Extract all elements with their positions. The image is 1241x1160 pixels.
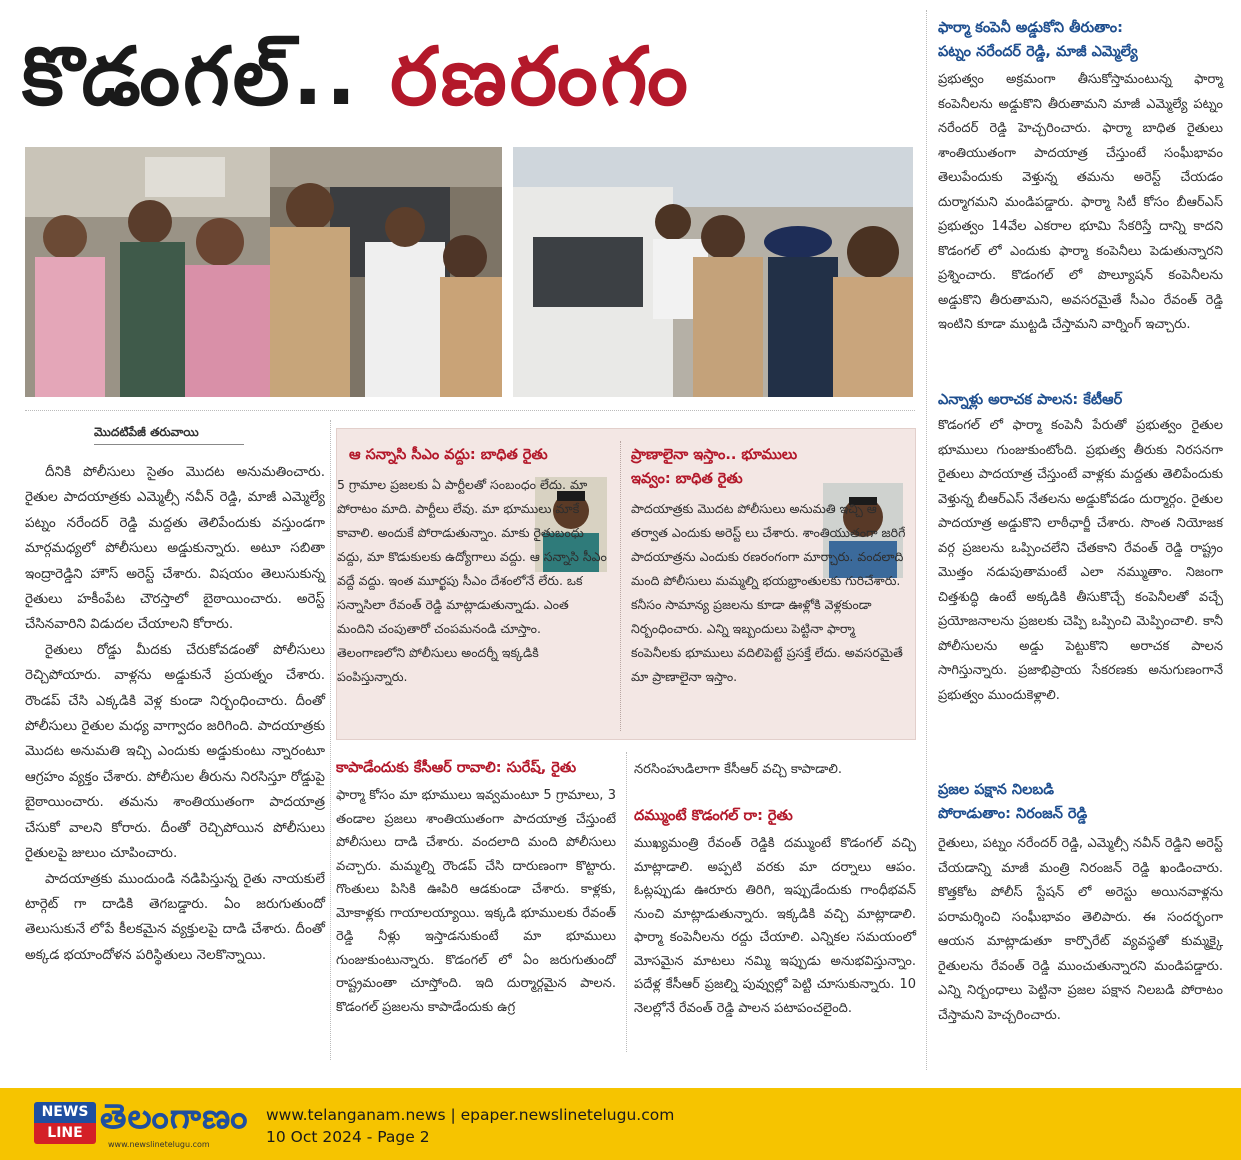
box-right-headline-1: ప్రాణాలైనా ఇస్తాం.. భూములు bbox=[631, 447, 798, 463]
logo-line-text: LINE bbox=[34, 1123, 96, 1144]
footer-websites[interactable]: www.telanganam.news | epaper.newslinetelugu.com bbox=[266, 1106, 675, 1124]
box-right-body: పాదయాత్రకు మొదట పోలీసులు అనుమతి ఇచ్చి ఆ తర్వాత ఎందుకు అరెస్ట్ లు చేశారు. శాంతియుతంగా జరిగే పాదయాత్రను ఎందుకు రణరంగంగా మార్చారు. వందలాది మంది పోలీసులు మమ్మల్ని భయభ్రాంతులకు గురిచేశారు. కనీసం సామాన్య ప్రజలను కూడా ఊళ్లోకి వెళ్లకుండా నిర్బంధించారు. ఎన్ని ఇబ్బందులు పెట్టినా ఫార్మా కంపెనీలకు భూములు వదిలిపెట్టే ప్రసక్తే లేదు. అవసరమైతే మా ప్రాణాలైనా ఇస్తాం. bbox=[631, 501, 906, 684]
column1-paragraph: దీనికి పోలీసులు సైతం మొదట అనుమతించారు. రైతుల పాదయాత్రకు ఎమ్మెల్సీ నవీన్ రెడ్డి, మాజీ ఎమ్మెల్యే పట్నం నరేందర్ రెడ్డి మద్దతు తెలిపేందుకు వస్తుండగా మార్గమధ్యలో పోలీసులు అడ్డుకున్నారు. అటూ సబితా ఇంద్రారెడ్డిని హౌస్ అరెస్ట్ చేశారు. విషయం తెలుసుకున్న రైతులు హకీంపేట చౌరస్తాలో బైఠాయించారు. అరెస్ట్ చేసినవారిని విడుదల చేయాలని కోరారు. bbox=[25, 464, 325, 633]
suresh-continuation: నరసింహుడిలాగా కేసీఆర్ వచ్చి కాపాడాలి. bbox=[634, 762, 843, 777]
suresh-headline: కాపాడేందుకు కేసీఆర్ రావాలి: సురేష్, రైతు bbox=[336, 760, 577, 776]
headline-part2: రణరంగం bbox=[390, 30, 691, 123]
dare-headline: దమ్ముంటే కొడంగల్ రా: రైతు bbox=[634, 808, 793, 824]
suresh-body: ఫార్మా కోసం మా భూములు ఇవ్వమంటూ 5 గ్రామాలు, 3 తండాల ప్రజలు శాంతియుతంగా పాదయాత్ర చేస్తుంటే పోలీసులు దాడి చేశారు. వందలాది మంది పోలీసులు వచ్చారు. మమ్మల్ని రౌండప్ చేసి దారుణంగా కొట్టారు. గొంతులు పిసికి ఊపిరి ఆడకుండా చేశారు. కాళ్లకు, మోకాళ్లకు గాయాలయ్యాయి. ఇక్కడి భూములకు రేవంత్ రెడ్డి నీళ్లు ఇస్తాడనుకుంటే మా భూములు గుంజుకుంటున్నారు. కొడంగల్ లో ఏం జరుగుతుందో రాష్ట్రమంతా చూస్తోంది. ఇది దుర్మార్గమైన పాలన. కొడంగల్ ప్రజలను కాపాడేందుకు ఉగ్ర bbox=[336, 788, 616, 1015]
logo-news-text: NEWS bbox=[34, 1102, 96, 1123]
main-headline bbox=[22, 22, 691, 132]
box-left-headline: ఆ సన్నాసి సీఎం వద్దు: బాధిత రైతు bbox=[349, 447, 548, 463]
photo-police-crowd bbox=[513, 147, 913, 397]
footer-date-page: 10 Oct 2024 - Page 2 bbox=[266, 1128, 430, 1146]
story1-body: ప్రభుత్వం అక్రమంగా తీసుకోస్తామంటున్న ఫార్మా కంపెనీలను అడ్డుకొని తీరుతామని మాజీ ఎమ్మెల్యే పట్నం నరేందర్ రెడ్డి హెచ్చరించారు. ఫార్మా బాధిత రైతులు శాంతియుతంగా పాదయాత్ర చేస్తుంటే సంఘీభావం తెలుపేందుకు వెళ్తున్న తమను అరెస్ట్ చేయడం దుర్మాగమని మండిపడ్డారు. ఫార్మా సిటీ కోసం బీఆర్ఎస్ ప్రభుత్వం 14వేల ఎకరాల భూమి సేకరిస్తే దాన్ని కాదని కొడంగల్ లో ఎందుకు ఫార్మా కంపెనీలు పెడుతున్నారని ప్రశ్నించారు. కొడంగల్ లో పొల్యూషన్ కంపెనీలను అడ్డుకొని తీరుతామని, అవసరమైతే సీఎం రేవంత్ రెడ్డి ఇంటిని కూడా ముట్టడి చేస్తామని వార్నింగ్ ఇచ్చారు. bbox=[938, 72, 1223, 332]
box-right-headline-2: ఇవ్వం: బాధిత రైతు bbox=[631, 471, 743, 487]
column-rule bbox=[626, 752, 627, 1052]
continuation-kicker: మొదటిపేజీ తరువాయి bbox=[94, 425, 244, 445]
telanganam-wordmark: తెలంగాణం bbox=[100, 1097, 249, 1137]
dare-body: ముఖ్యమంత్రి రేవంత్ రెడ్డికి దమ్ముంటే కొడంగల్ వచ్చి మాట్లాడాలి. అప్పటి వరకు మా దర్నాలు ఆపం. ఓట్లప్పుడు ఊరూరు తిరిగి, ఇప్పుడేందుకు గాంధీభవన్ నుంచి మాట్లాడుతున్నారు. ఇక్కడికి వచ్చి మాట్లాడాలి. ఫార్మా కంపెనీలను రద్దు చేయాలి. ఎన్నికల సమయంలో మోసమైన మాటలు నమ్మి ఇప్పుడు అనుభవిస్తున్నాం. పదేళ్ల కేసీఆర్ ప్రజల్ని పువ్వుల్లో పెట్టి చూసుకున్నారు. 10 నెలల్లోనే రేవంత్ రెడ్డి పాలన పటాపంచలైంది. bbox=[634, 836, 916, 1016]
newsline-logo bbox=[34, 1102, 96, 1144]
story1-headline-2: పట్నం నరేందర్ రెడ్డి, మాజీ ఎమ్మెల్యే bbox=[938, 44, 1138, 60]
logo-url: www.newslinetelugu.com bbox=[108, 1140, 210, 1149]
box-divider bbox=[620, 441, 621, 731]
story2-body: కొడంగల్ లో ఫార్మా కంపెనీ పేరుతో ప్రభుత్వం రైతుల భూములు గుంజుకుంటోంది. ప్రభుత్వ తీరుకు నిరసనగా రైతులు పాదయాత్ర చేస్తుంటే వాళ్లకు మద్దతు తెలిపేందుకు వెళ్తున్న బీఆర్ఎస్ నేతలను అడ్డుకోవడం దుర్మార్గం. రైతుల పాదయాత్ర అడ్డుకొని లాఠీఛార్జీ చేశారు. సొంత నియోజక వర్గ ప్రజలను ఒప్పించలేని చేతకాని రేవంత్ రెడ్డి రాష్ట్రం మొత్తం నడుపుతామంటే ఎలా నమ్ముతాం. నిజంగా చిత్తశుద్ధి ఉంటే అక్కడికి తీసుకొచ్చే కంపెనీలతో వచ్చే ప్రయోజనాలను ప్రజలకు చెప్పి ఒప్పించి మెప్పించాలి. కానీ పోలీసులను అడ్డు పెట్టుకొని అరాచక పాలన సాగిస్తున్నారు. ప్రజాభిప్రాయ సేకరణకు అనుగుణంగానే ప్రభుత్వం ముందుకెళ్లాలి. bbox=[938, 418, 1223, 703]
headline-part1: కొడంగల్.. bbox=[22, 30, 360, 123]
column1-paragraph: పాదయాత్రకు ముందుండి నడిపిస్తున్న రైతు నాయకులే టార్గెట్ గా దాడికి తెగబడ్డారు. ఏం జరుగుతుందో తెలుసుకునే లోపే కీలకమైన వ్యక్తులపై దాడి చేశారు. దీంతో అక్కడ భయాందోళన పరిస్థితులు నెలకొన్నాయి. bbox=[25, 870, 325, 963]
box-left-body: 5 గ్రామాల ప్రజలకు ఏ పార్టీలతో సంబంధం లేదు. మా పోరాటం మాది. పార్టీలు లేవు. మా భూములు మాకే కావాలి. అందుకే పోరాడుతున్నాం. మాకు రైతుబంధు వద్దు, మా కొడుకులకు ఉద్యోగాలు వద్దు. ఆ సన్నాసి సీఎం వద్దే వద్దు. ఇంత మూర్ఖపు సీఎం దేశంలోనే లేరు. ఒక సన్నాసిలా రేవంత్ రెడ్డి మాట్లాడుతున్నాడు. ఎంత మందిని చంపుతారో చంపమనండి చూస్తాం. తెలంగాణలోని పోలీసులు అందర్నీ ఇక్కడికి పంపిస్తున్నారు. bbox=[337, 477, 607, 684]
story2-headline: ఎన్నాళ్లు అరాచక పాలన: కేటీఆర్ bbox=[938, 392, 1123, 408]
farmer-quotes-box bbox=[336, 428, 916, 740]
story3-headline-2: పోరాడుతాం: నిరంజన్ రెడ్డి bbox=[938, 806, 1088, 822]
column-rule bbox=[926, 10, 927, 1070]
photo-protest-left bbox=[25, 147, 270, 397]
column-rule bbox=[330, 420, 331, 1060]
story1-headline-1: ఫార్మా కంపెనీ అడ్డుకోని తీరుతాం: bbox=[938, 20, 1123, 36]
column1-body bbox=[25, 460, 325, 968]
column1-paragraph: రైతులు రోడ్డు మీదకు చేరుకోవడంతో పోలీసులు రెచ్చిపోయారు. వాళ్లను అడ్డుకునే ప్రయత్నం చేశారు. రౌండప్ చేసి ఎక్కడికి వెళ్ల కుండా నిర్బంధించారు. దీంతో పోలీసులు రైతుల మధ్య వాగ్వాదం జరిగింది. పాదయాత్రకు మొదట అనుమతి ఇచ్చి ఎందుకు అడ్డుకుంటు న్నారంటూ ఆగ్రహం వ్యక్తం చేశారు. పోలీసుల తీరును నిరసిస్తూ రోడ్డుపై బైఠాయించారు. తమను శాంతియుతంగా పాదయాత్ర చేసుకో వాలని కోరారు. దీంతో రెచ్చిపోయిన పోలీసులు రైతులపై జులుం చూపించారు. bbox=[25, 641, 325, 862]
story3-body: రైతులు, పట్నం నరేందర్ రెడ్డి, ఎమ్మెల్సీ నవీన్ రెడ్డిని అరెస్ట్ చేయడాన్ని మాజీ మంత్రి నిరంజన్ రెడ్డి ఖండించారు. కొత్తకోట పోలీస్ స్టేషన్ లో అరెస్టు అయినవాళ్లను పరామర్శించి సంఘీభావం తెలిపారు. ఈ సందర్భంగా ఆయన మాట్లాడుతూ కార్పొరేట్ వ్యవస్థతో కుమ్మక్కై రైతులను రేవంత్ రెడ్డి ముంచుతున్నారని మండిపడ్డారు. ఎన్ని నిర్బంధాలు పెట్టినా ప్రజల పక్షాన నిలబడి పోరాటం చేస్తామని హెచ్చరించారు. bbox=[938, 836, 1223, 1023]
story3-headline-1: ప్రజల పక్షాన నిలబడి bbox=[938, 782, 1054, 798]
photo-police-car bbox=[270, 147, 502, 397]
footer-bar bbox=[0, 1088, 1241, 1160]
photo-rule bbox=[25, 410, 915, 411]
